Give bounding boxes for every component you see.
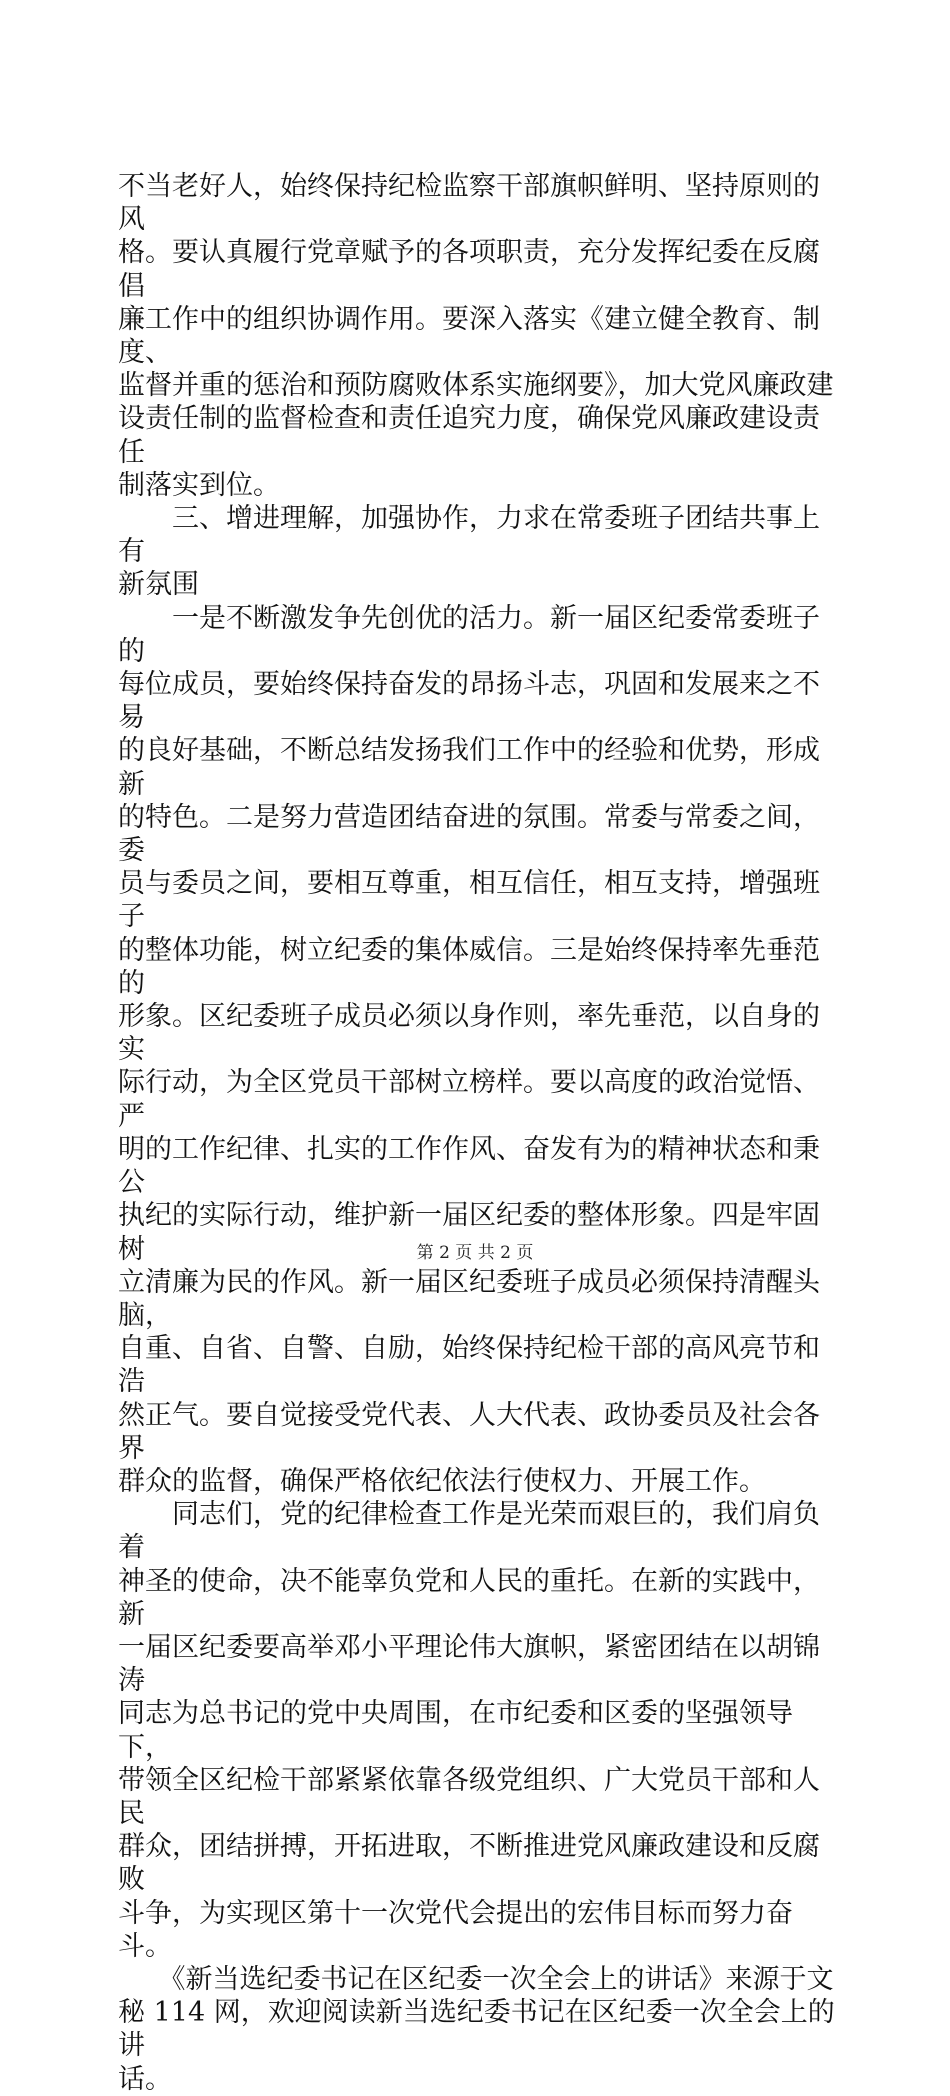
section-heading-three: 三、增进理解，加强协作，力求在常委班子团结共事上有 新氛围 [118,503,820,601]
paragraph-continued-responsibilities: 不当老好人，始终保持纪检监察干部旗帜鲜明、坚持原则的风 格。要认真履行党章赋予的各项职责，充分发挥纪委在反腐倡 廉工作中的组织协调作用。要深入落实《建立健全教育、制度、 监督并重的惩治和预防腐败体系实施纲要》，加大党风廉政建 设责任制的监督检查和责任追究力度，确保党风廉政建设责任 制落实到位。 [118,171,834,501]
paragraph-team-building: 一是不断激发争先创优的活力。新一届区纪委常委班子的 每位成员，要始终保持奋发的昂扬斗志，巩固和发展来之不易 的良好基础，不断总结发扬我们工作中的经验和优势，形成新 的特色。二是努力营造团结奋进的氛围。常委与常委之间，委 员与委员之间，要相互尊重，相互信任，相互支持，增强班子 的整体功能，树立纪委的集体威信。三是始终保持率先垂范的 形象。区纪委班子成员必须以身作则，率先垂范，以自身的实 际行动，为全区党员干部树立榜样。要以高度的政治觉悟、严 明的工作纪律、扎实的工作作风、奋发有为的精神状态和秉公 执纪的实际行动，维护新一届区纪委的整体形象。四是牢固树 立清廉为民的作风。新一届区纪委班子成员必须保持清醒头脑， 自重、自省、自警、自励，始终保持纪检干部的高风亮节和浩 然正气。要自觉接受党代表、人大代表、政协委员及社会各界 群众的监督，确保严格依纪依法行使权力、开展工作。 [118,602,820,1497]
paragraph-source-note: 《新当选纪委书记在区纪委一次全会上的讲话》来源于文 秘 114 网，欢迎阅读新当选纪委书记在区纪委一次全会上的讲 话。 [118,1963,835,2095]
document-body [118,170,836,2096]
page-footer: 第 2 页 共 2 页 [416,1243,534,1263]
paragraph-closing-call: 同志们，党的纪律检查工作是光荣而艰巨的，我们肩负着 神圣的使命，决不能辜负党和人民的重托。在新的实践中，新 一届区纪委要高举邓小平理论伟大旗帜，紧密团结在以胡锦涛 同志为总书记的党中央周围，在市纪委和区委的坚强领导下， 带领全区纪检干部紧紧依靠各级党组织、广大党员干部和人民 群众，团结拼搏，开拓进取，不断推进党风廉政建设和反腐败 斗争，为实现区第十一次党代会提出的宏伟目标而努力奋斗。 [118,1499,820,1962]
